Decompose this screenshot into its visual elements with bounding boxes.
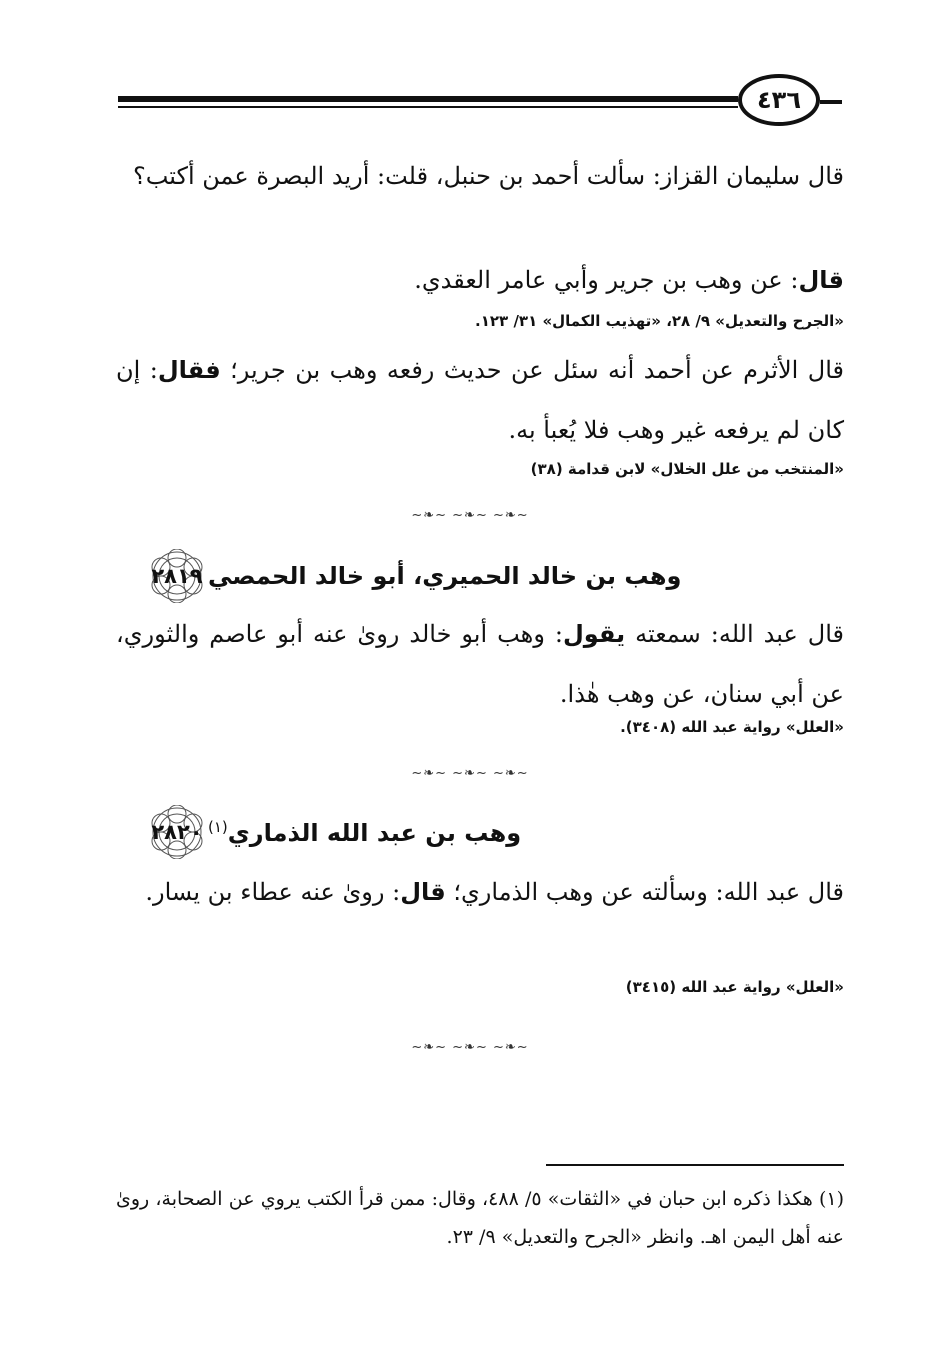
paragraph-answer <box>116 250 844 310</box>
section-divider-ornament: ~❧~ ~❧~ ~❧~ <box>411 766 529 781</box>
paragraph-text: : روىٰ عنه عطاء بن يسار. <box>145 878 401 906</box>
entry-heading <box>116 802 844 862</box>
paragraph-text: قال عبد الله: سمعته <box>625 620 844 648</box>
header-rule <box>118 96 738 102</box>
header-rule-right <box>820 100 842 104</box>
bold-word: قال <box>400 878 446 906</box>
entry-paragraph <box>116 604 844 724</box>
paragraph-question <box>116 146 844 206</box>
header-rule-thin <box>118 106 738 108</box>
bold-word: يقول <box>562 620 626 648</box>
paragraph-text: قال سليمان القزاز: سألت أحمد بن حنبل، قلت: أريد البصرة عمن أكتب؟ <box>133 162 844 190</box>
paragraph-text: : وهب أبو خالد روىٰ عنه أبو عاصم والثوري، عن أبي سنان، عن وهب هٰذا. <box>116 620 844 708</box>
footnote: (١) هكذا ذكره ابن حبان في «الثقات» ٥/ ٤٨٨، وقال: ممن قرأ الكتب يروي عن الصحابة، روىٰ عنه أهل اليمن اهـ. وانظر «الجرح والتعديل» ٩/ ٢٣. <box>116 1188 845 1248</box>
citation-reference: «العلل» رواية عبد الله (٣٤١٥) <box>625 978 844 996</box>
entry-title: وهب بن خالد الحميري، أبو خالد الحمصي <box>208 562 682 590</box>
section-divider-ornament: ~❧~ ~❧~ ~❧~ <box>411 508 529 523</box>
paragraph-text: : عن وهب بن جرير وأبي عامر العقدي. <box>414 266 799 294</box>
bold-word: قال <box>798 266 844 294</box>
footnote-marker[interactable]: (١) <box>208 817 228 836</box>
entry-paragraph <box>116 862 844 922</box>
citation-reference: «العلل» رواية عبد الله (٣٤٠٨). <box>620 718 844 736</box>
entry-title-text: وهب بن عبد الله الذماري <box>227 818 522 847</box>
paragraph-text: : إن كان لم يرفعه غير وهب فلا يُعبأ به. <box>116 356 844 444</box>
entry-number-badge <box>146 549 208 603</box>
paragraph-athram <box>116 340 844 460</box>
entry-number-badge <box>146 805 208 859</box>
paragraph-text: قال الأثرم عن أحمد أنه سئل عن حديث رفعه وهب بن جرير؛ <box>220 356 844 384</box>
bold-word: فقال <box>157 356 221 384</box>
footnote-rule <box>546 1164 844 1166</box>
paragraph-text: قال عبد الله: وسألته عن وهب الذماري؛ <box>445 878 844 906</box>
page-number: ٤٣٦ <box>738 74 820 126</box>
entry-number: ٢٨٢٠ <box>151 820 203 844</box>
section-divider-ornament: ~❧~ ~❧~ ~❧~ <box>411 1040 529 1055</box>
citation-reference: «المنتخب من علل الخلال» لابن قدامة (٣٨) <box>530 460 844 478</box>
entry-title <box>208 818 521 847</box>
citation-reference: «الجرح والتعديل» ٩/ ٢٨، «تهذيب الكمال» ٣١/ ١٢٣. <box>475 312 844 330</box>
entry-heading <box>116 546 844 606</box>
entry-number: ٢٨١٩ <box>151 564 203 588</box>
